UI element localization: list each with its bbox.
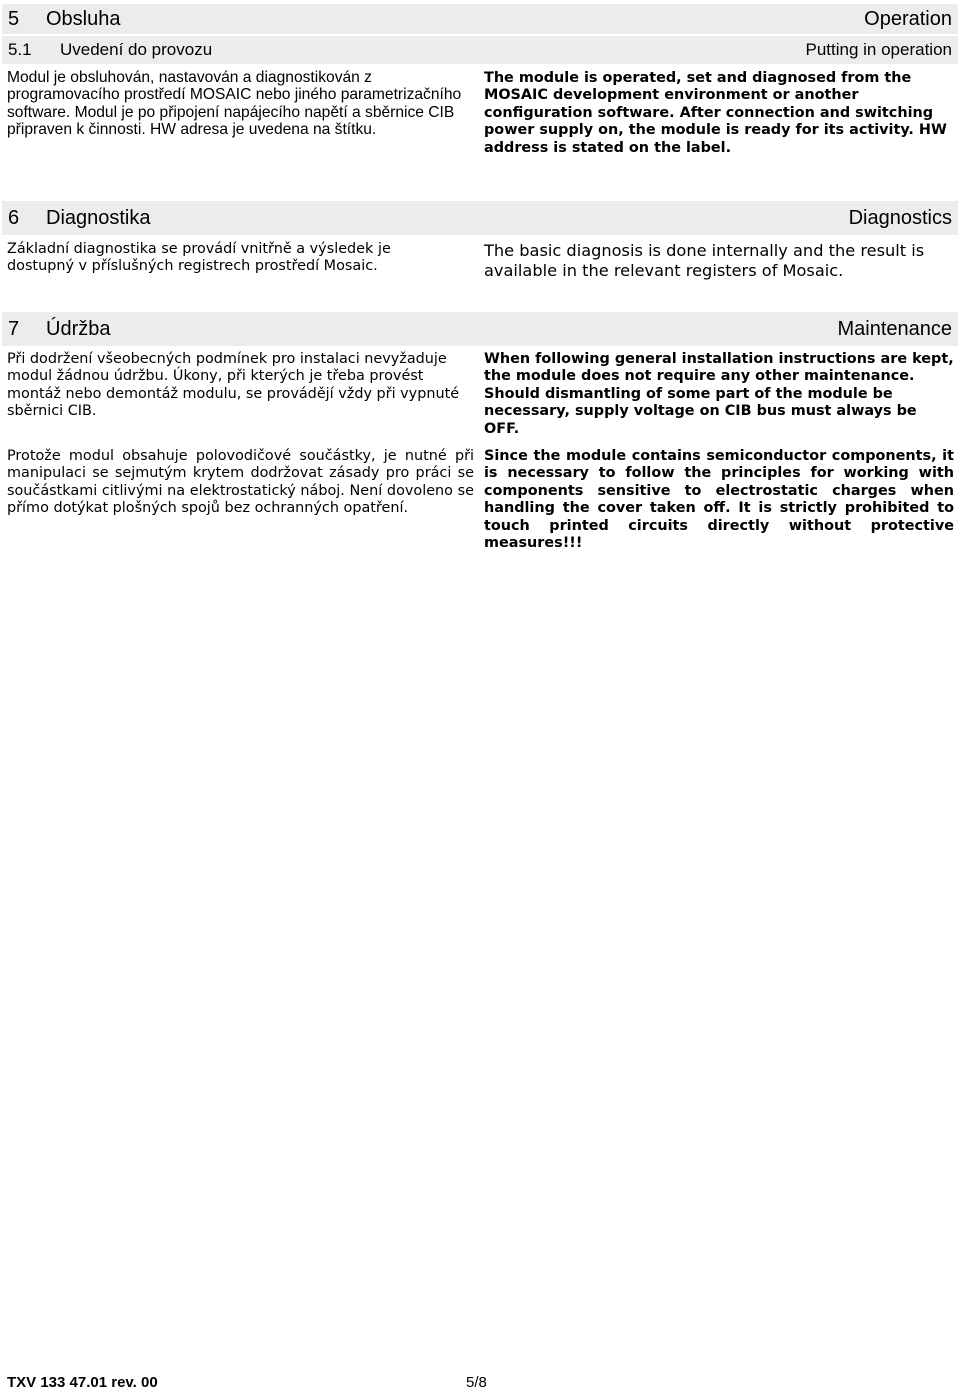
maintenance-text-en-1: When following general installation instructions are kept, the module does not require any other maintenance. Should dismantling of some part of the module be necessary, supply voltage on CIB bus must always be OFF. — [484, 351, 954, 437]
section-title-cz: Diagnostika — [46, 207, 151, 229]
subsection-title-cz: Uvedení do provozu — [60, 40, 213, 59]
section-number: 7 — [8, 318, 20, 340]
section-6-header — [2, 201, 958, 235]
subsection-5-1-header — [2, 36, 958, 64]
section-title-cz: Obsluha — [46, 8, 121, 30]
subsection-title-en: Putting in operation — [805, 40, 952, 59]
section-title-en: Maintenance — [837, 318, 952, 340]
maintenance-text-cz-2: Protože modul obsahuje polovodičové součástky, je nutné při manipulaci se sejmutým krytem dodržovat zásady pro práci se součástkami citlivými na elektrostatický náboj. Není dovoleno se přímo dotýkat plošných spojů bez ochranných opatření. — [7, 448, 474, 517]
section-number: 5 — [8, 8, 20, 30]
page-number: 5/8 — [466, 1374, 487, 1391]
diagnostics-text-en: The basic diagnosis is done internally and the result is available in the relevant registers of Mosaic. — [484, 241, 925, 280]
section-title-cz: Údržba — [46, 318, 111, 340]
maintenance-text-cz-1: Při dodržení všeobecných podmínek pro instalaci nevyžaduje modul žádnou údržbu. Úkony, při kterých je třeba provést montáž nebo demontáž modulu, se provádějí vždy při vypnuté sběrnici CIB. — [7, 351, 460, 420]
subsection-number: 5.1 — [8, 40, 32, 59]
document-id: TXV 133 47.01 rev. 00 — [7, 1374, 158, 1391]
section-5-header — [2, 4, 958, 34]
diagnostics-text-cz: Základní diagnostika se provádí vnitřně a výsledek je dostupný v příslušných registrech prostředí Mosaic. — [7, 241, 391, 275]
section-title-en: Diagnostics — [848, 207, 952, 229]
operation-text-cz: Modul je obsluhován, nastavován a diagnostikován z programovacího prostředí MOSAIC nebo jiného parametrizačního software. Modul je po připojení napájecího napětí a sběrnice CIB připraven k činnosti. HW adresa je uvedena na štítku. — [7, 69, 462, 139]
operation-text-en: The module is operated, set and diagnosed from the MOSAIC development environment or another configuration software. After connection and switching power supply on, the module is ready for its activity. HW address is stated on the label. — [484, 70, 947, 156]
section-title-en: Operation — [864, 8, 952, 30]
maintenance-text-en-2: Since the module contains semiconductor components, it is necessary to follow the principles for working with components sensitive to electrostatic charges when handling the cover taken off. It is strictly prohibited to touch printed circuits directly without protective measures!!! — [484, 448, 954, 552]
section-7-header — [2, 312, 958, 346]
section-number: 6 — [8, 207, 20, 229]
